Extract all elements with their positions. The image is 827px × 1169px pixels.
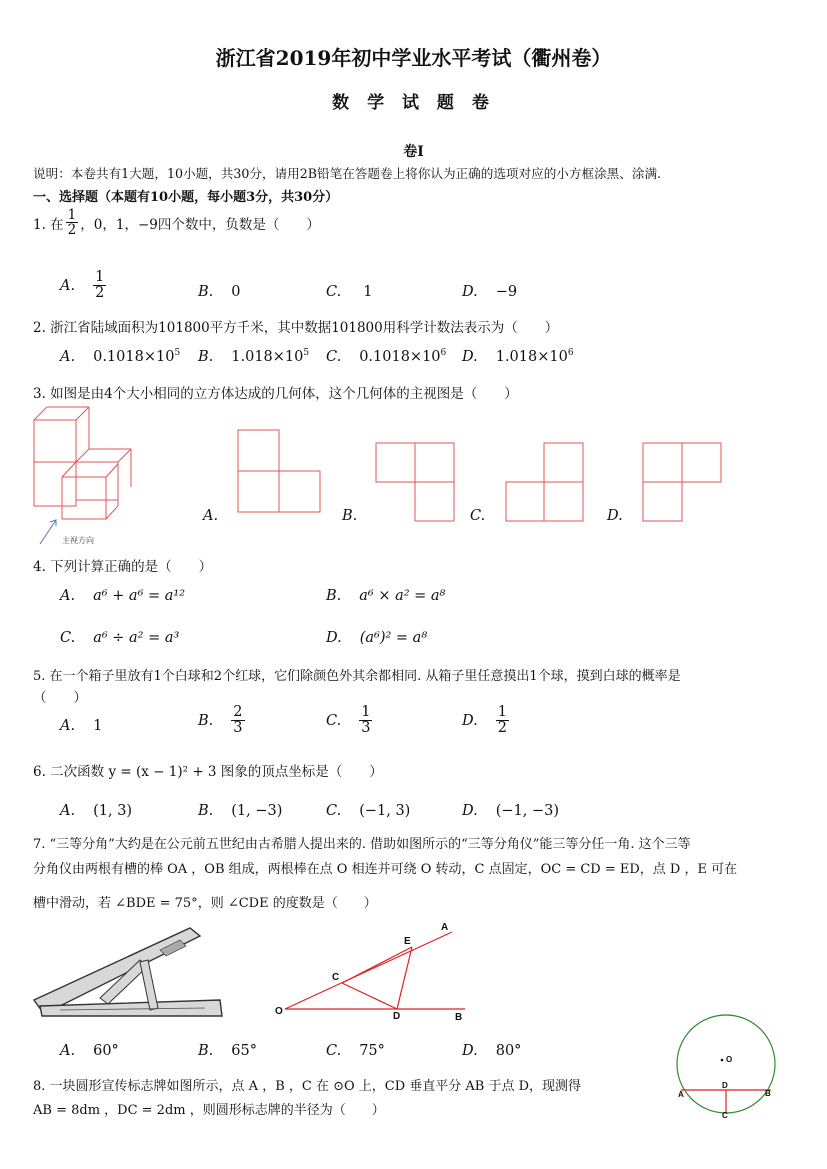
option-exponent: 6 <box>440 348 447 358</box>
q8-center-dot <box>721 1059 724 1062</box>
question-6: 6. 二次函数 y = (x − 1)² + 3 图象的顶点坐标是（ ） <box>33 764 383 780</box>
question-8-line2: AB = 8dm ，DC = 2dm ，则圆形标志牌的半径为（ ） <box>33 1103 385 1118</box>
frac-num: 1 <box>95 269 105 285</box>
option-label: D. <box>462 348 478 365</box>
option-value: 60° <box>93 1043 119 1059</box>
option-value: 1.018×10 <box>231 348 304 365</box>
option-value: 80° <box>495 1043 522 1059</box>
frac-num: 1 <box>497 704 507 720</box>
q1-stem-suffix: ，0，1，−9四个数中，负数是（ ） <box>80 216 320 233</box>
frac-den: 2 <box>497 720 507 737</box>
q8-point-o: O <box>726 1055 733 1064</box>
page-subtitle: 数 学 试 题 卷 <box>332 93 495 113</box>
option-label: D. <box>462 1043 478 1059</box>
question-8-line1: 8. 一块圆形宣传标志牌如图所示，点 A ，B ，C 在 ⊙O 上，CD 垂直平分 AB 于点 D，现测得 <box>33 1079 582 1094</box>
frac-den: 2 <box>95 285 105 302</box>
section-heading: 一、选择题（本题有10小题，每小题3分，共30分） <box>33 190 339 205</box>
option-label: A. <box>60 718 76 734</box>
option-value: (1, −3) <box>231 803 283 819</box>
q7-point-o: O <box>275 1006 283 1017</box>
q8-point-d: D <box>722 1081 728 1090</box>
frac-den: 3 <box>233 720 243 737</box>
question-2: 2. 浙江省陆域面积为101800平方千米，其中数据101800用科学计数法表示为（ ） <box>33 320 559 336</box>
option-label: C. <box>326 712 342 729</box>
option-value: 0.1018×10 <box>93 348 175 365</box>
option-label: C. <box>326 348 342 365</box>
option-value: (−1, 3) <box>359 803 411 819</box>
view-direction-label: 主视方向 <box>62 536 94 545</box>
q3-option-c[interactable]: C. <box>470 508 486 524</box>
option-value: 75° <box>359 1043 385 1059</box>
option-label: D. <box>462 712 478 729</box>
option-label: D. <box>462 803 478 819</box>
question-7-line1: 7. “三等分角”大约是在公元前五世纪由古希腊人提出来的. 借助如图所示的“三等分角仪”能三等分任一角. 这个三等 <box>33 837 691 852</box>
q3-option-a[interactable]: A. <box>203 508 219 524</box>
q3-option-b[interactable]: B. <box>342 508 358 524</box>
frac-num: 1 <box>361 704 371 720</box>
option-value: 65° <box>231 1043 257 1059</box>
option-label: D. <box>462 284 478 300</box>
option-value: a⁶ + a⁶ = a¹² <box>93 588 186 604</box>
option-label: A. <box>60 803 76 819</box>
question-3: 3. 如图是由4个大小相同的立方体达成的几何体，这个几何体的主视图是（ ） <box>33 386 518 402</box>
option-label: A. <box>60 1043 76 1059</box>
option-label: B. <box>326 588 342 604</box>
q8-point-a: A <box>678 1090 684 1099</box>
question-4: 4. 下列计算正确的是（ ） <box>33 559 213 575</box>
volume-label: 卷Ⅰ <box>403 144 424 160</box>
option-label: B. <box>198 1043 214 1059</box>
question-5-line1: 5. 在一个箱子里放有1个白球和2个红球，它们除颜色外其余都相同. 从箱子里任意摸出1个球，摸到白球的概率是 <box>33 669 681 684</box>
q8-point-b: B <box>765 1089 771 1098</box>
option-exponent: 5 <box>174 348 181 358</box>
q1-frac-num: 1 <box>67 207 77 223</box>
q7-point-a: A <box>441 922 449 933</box>
q7-point-e: E <box>404 936 411 947</box>
question-5-line2: （ ） <box>33 690 87 706</box>
q3-option-d[interactable]: D. <box>607 508 623 524</box>
q7-point-c: C <box>332 972 340 983</box>
option-value: a⁶ × a² = a⁸ <box>359 588 446 604</box>
option-exponent: 6 <box>567 348 574 358</box>
option-value: (1, 3) <box>93 803 133 819</box>
option-label: A. <box>60 277 76 294</box>
option-value: 1.018×10 <box>495 348 568 365</box>
q1-frac-den: 2 <box>67 222 77 239</box>
option-value: 0 <box>231 284 241 300</box>
frac-num: 2 <box>233 704 243 720</box>
q7-point-d: D <box>393 1011 401 1022</box>
option-value: 1 <box>363 284 373 300</box>
option-value: 1 <box>93 718 103 734</box>
option-value: 0.1018×10 <box>359 348 441 365</box>
option-value: a⁶ ÷ a² = a³ <box>93 630 180 646</box>
option-value: −9 <box>495 284 518 300</box>
option-exponent: 5 <box>303 348 310 358</box>
option-label: A. <box>60 348 76 365</box>
option-label: A. <box>60 588 76 604</box>
question-7-line2: 分角仪由两根有槽的棒 OA ，OB 组成，两根棒在点 O 相连并可绕 O 转动，C 点固定，OC = CD = ED，点 D ，E 可在 <box>33 862 738 877</box>
q8-point-c: C <box>722 1111 728 1120</box>
question-7-line3: 槽中滑动，若 ∠BDE = 75°，则 ∠CDE 的度数是（ ） <box>33 896 377 911</box>
q7-point-b: B <box>455 1012 463 1023</box>
option-label: C. <box>326 803 342 819</box>
option-value: (a⁶)² = a⁸ <box>359 630 428 646</box>
option-label: B. <box>198 284 214 300</box>
option-label: B. <box>198 712 214 729</box>
option-label: B. <box>198 803 214 819</box>
page-title: 浙江省2019年初中学业水平考试（衢州卷） <box>215 46 612 70</box>
frac-den: 3 <box>361 720 371 737</box>
option-label: C. <box>60 630 76 646</box>
option-label: C. <box>326 284 342 300</box>
option-value: (−1, −3) <box>495 803 560 819</box>
option-label: C. <box>326 1043 342 1059</box>
option-label: D. <box>326 630 342 646</box>
option-label: B. <box>198 348 214 365</box>
instructions: 说明：本卷共有1大题，10小题，共30分，请用2B铅笔在答题卷上将你认为正确的选项对应的小方框涂黑、涂满. <box>33 166 662 181</box>
q1-stem-prefix: 1. 在 <box>33 216 64 233</box>
